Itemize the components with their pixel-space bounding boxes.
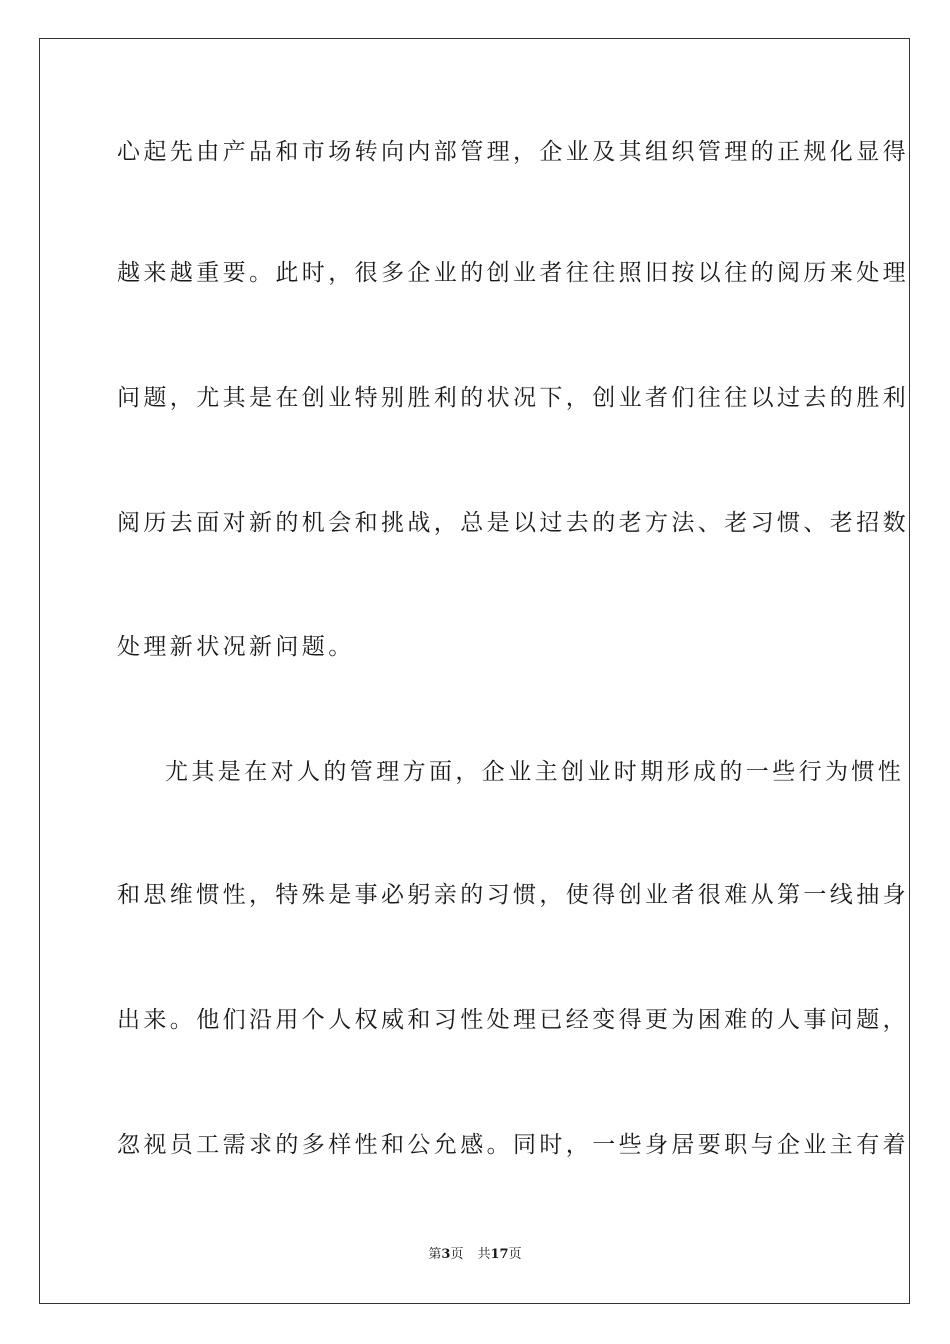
page-border — [39, 38, 910, 1304]
text-line-9: 忽视员工需求的多样性和公允感。同时，一些身居要职与企业主有着 — [117, 1132, 909, 1158]
footer-total-prefix: 共 — [477, 1247, 491, 1262]
text-line-1: 心起先由产品和市场转向内部管理，企业及其组织管理的正规化显得 — [117, 139, 909, 165]
footer-page-prefix: 第 — [428, 1247, 442, 1262]
text-line-6-paragraph-start: 尤其是在对人的管理方面，企业主创业时期形成的一些行为惯性 — [165, 759, 905, 785]
text-line-2: 越来越重要。此时，很多企业的创业者往往照旧按以往的阅历来处理 — [117, 260, 909, 286]
page-footer — [0, 1246, 950, 1264]
footer-page-number: 3 — [441, 1247, 451, 1262]
text-line-5: 处理新状况新问题。 — [117, 634, 355, 660]
footer-total-number: 17 — [490, 1247, 509, 1262]
text-line-7: 和思维惯性，特殊是事必躬亲的习惯，使得创业者很难从第一线抽身 — [117, 882, 909, 908]
text-line-8: 出来。他们沿用个人权威和习性处理已经变得更为困难的人事问题， — [117, 1007, 909, 1033]
text-line-3: 问题，尤其是在创业特别胜利的状况下，创业者们往往以过去的胜利 — [117, 385, 909, 411]
footer-total-suffix: 页 — [508, 1247, 522, 1262]
text-line-4: 阅历去面对新的机会和挑战，总是以过去的老方法、老习惯、老招数 — [117, 510, 909, 536]
footer-page-suffix: 页 — [450, 1247, 464, 1262]
